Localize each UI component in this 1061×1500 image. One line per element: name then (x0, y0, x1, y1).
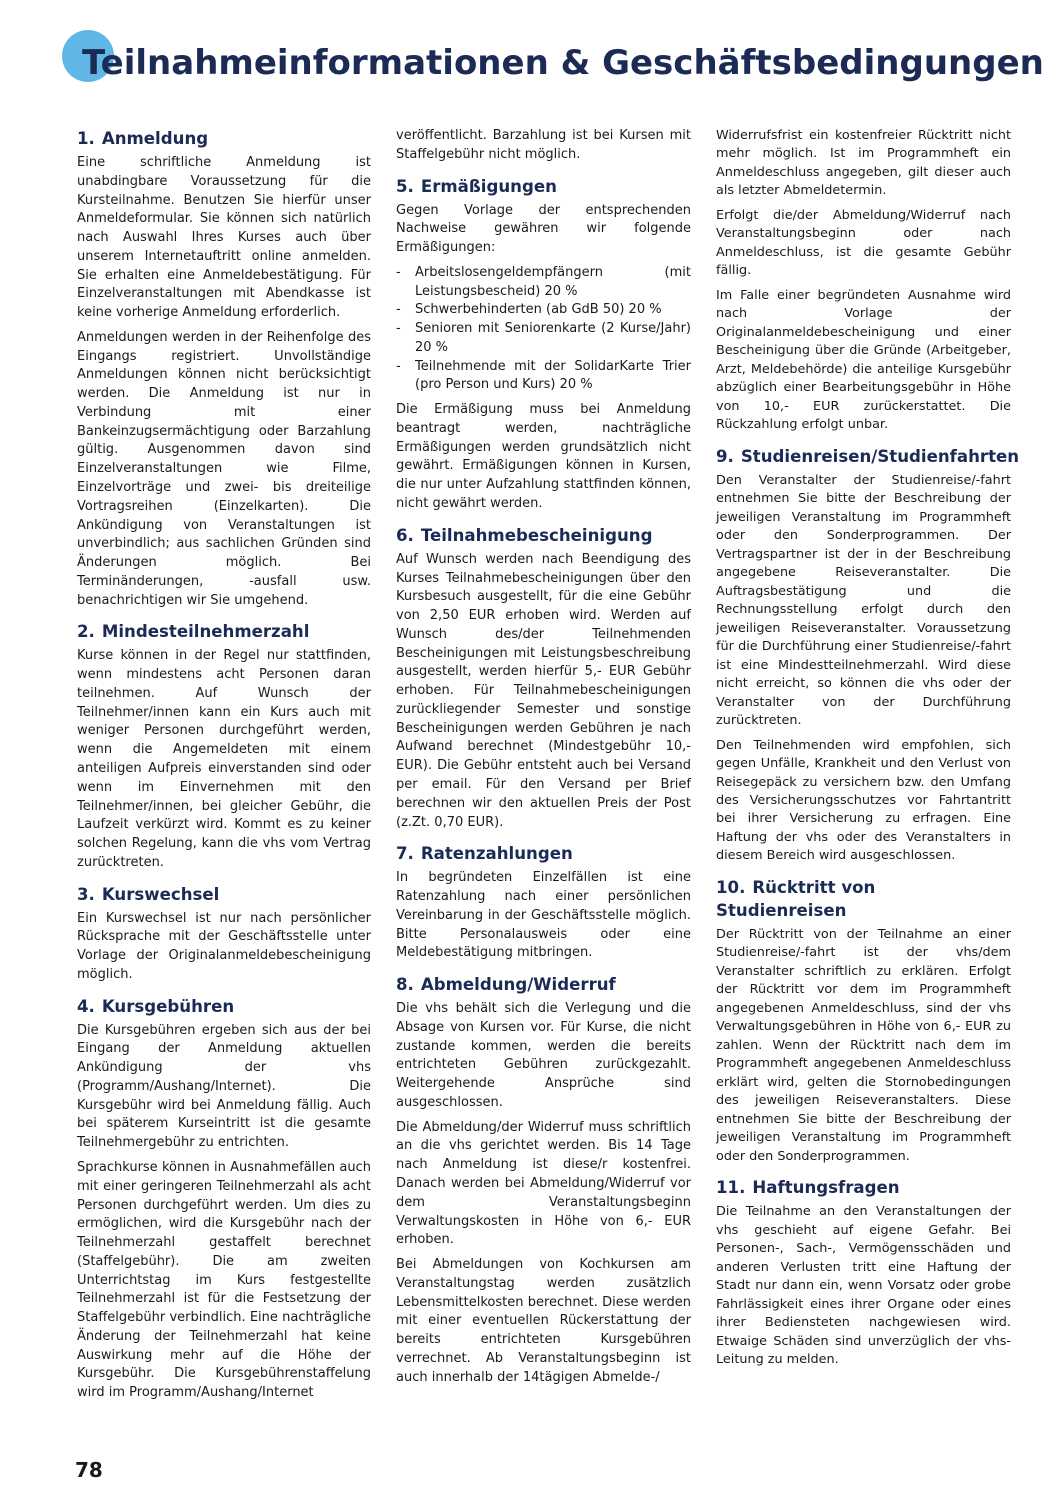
paragraph: Bei Abmeldungen von Kochkursen am Veranstaltungstag werden zusätzlich Lebensmittelkosten berechnet. Diese werden mit einer eventuellen Rückerstattung der bereits entrichteten Kursgebühren verrechnet. Ab Veranstaltungsbeginn ist auch innerhalb der 14tägigen Abmelde-/ (396, 1257, 691, 1385)
paragraph: In begründeten Einzelfällen ist eine Ratenzahlung nach einer persönlichen Vereinbarung in der Geschäftsstelle möglich. Bitte Personalausweis oder eine Meldebestätigung mitbringen. (396, 870, 691, 961)
section (716, 876, 1011, 1166)
section (77, 620, 371, 872)
section (396, 842, 691, 963)
list-item-text: Schwerbehinderten (ab GdB 50) 20 % (415, 302, 662, 318)
section-heading (77, 127, 371, 150)
paragraph: Widerrufsfrist ein kostenfreier Rücktritt nicht mehr möglich. Ist im Programmheft ein Anmeldeschluss angegeben, gilt dieser auch als letzter Abmeldetermin. (716, 128, 1011, 199)
list-item (396, 320, 691, 358)
paragraph: Auf Wunsch werden nach Beendigung des Kurses Teilnahmebescheinigungen über den Kursbesuch ausgestellt, für die eine Gebühr von 2,50 EUR erhoben wird. Werden auf Wunsch des/der Teilnehmenden Bescheinigungen mit Leistungsbeschreibung ausgestellt, werden hierfür 5,- EUR Gebühr erhoben. Für Teilnahmebescheinigungen zurückliegender Semester und sonstige Bescheinigungen werden Gebühren je nach Aufwand berechnet (Mindestgebühr 10,- EUR). Die Gebühr entsteht auch bei Versand per email. Für den Versand per Brief berechnen wir den aktuellen Preis der Post (z.Zt. 0,70 EUR). (396, 551, 691, 830)
section-number: 3. (77, 884, 95, 904)
section (77, 883, 371, 985)
paragraph: veröffentlicht. Barzahlung ist bei Kursen mit Staffelgebühr nicht möglich. (396, 128, 691, 162)
text-column-1 (77, 127, 371, 1413)
page-title: Teilnahmeinformationen & Geschäftsbedingungen (82, 43, 1044, 83)
section-heading (77, 995, 371, 1018)
section (716, 1176, 1011, 1369)
paragraph: Im Falle einer begründeten Ausnahme wird nach Vorlage der Originalanmeldebescheinigung und einer Bescheinigung über die Gründe (Arbeitgeber, Arzt, Meldebehörde) die anteilige Kursgebühr abzüglich einer Bearbeitungsgebühr in Höhe von 10,- EUR zurückerstattet. Die Rückzahlung erfolgt unbar. (716, 287, 1011, 433)
section-title: Kurswechsel (101, 884, 220, 904)
section-number: 5. (396, 176, 414, 196)
section-number: 10. (716, 877, 746, 897)
section-heading (716, 1176, 1011, 1199)
paragraph: Eine schriftliche Anmeldung ist unabdingbare Voraussetzung für die Kursteilnahme. Benutzen Sie hierfür unser Anmeldeformular. Sie können sich natürlich nach Auswahl Ihres Kurses auch über unserem Internetauftritt online anmelden. Sie erhalten eine Anmeldebestätigung. Für Einzelveranstaltungen mit Abendkasse ist keine vorherige Anmeldung erforderlich. (77, 155, 371, 321)
paragraph: Den Veranstalter der Studienreise/-fahrt entnehmen Sie bitte der Beschreibung der jeweiligen Veranstaltung im Programmheft oder den Sonderprogrammen. Der Vertragspartner ist der in der Beschreibung angegebene Reiseveranstalter. Die Auftragsbestätigung und die Rechnungsstellung erfolgt durch den jeweiligen Reiseveranstalter. Voraussetzung für die Durchführung einer Studienreise/-fahrt ist eine Mindestteilnehmerzahl. Wird diese nicht erreicht, so können die vhs oder der Veranstalter von der Durchführung zurücktreten. (716, 472, 1011, 729)
list-item-text: Teilnehmende mit der SolidarKarte Trier (pro Person und Kurs) 20 % (415, 358, 691, 393)
section-title: Mindesteilnehmerzahl (101, 622, 310, 642)
paragraph: Den Teilnehmenden wird empfohlen, sich gegen Unfälle, Krankheit und den Verlust von Reisegepäck zu versichern bzw. den Umfang des Versicherungsschutzes vor Fahrtantritt bei ihrer Versicherung zu erfragen. Eine Haftung der vhs oder des Veranstalters in diesem Bereich wird ausgeschlossen. (716, 737, 1011, 864)
section-title: Ratenzahlungen (420, 844, 573, 864)
list-item-text: Arbeitslosengeldempfängern (mit Leistungsbescheid) 20 % (415, 264, 691, 299)
section-heading (77, 883, 371, 906)
section (396, 524, 691, 832)
section-title: Abmeldung/Widerruf (420, 975, 616, 995)
paragraph: Gegen Vorlage der entsprechenden Nachweise gewähren wir folgende Ermäßigungen: (396, 202, 691, 256)
section-number: 1. (77, 129, 95, 148)
section-title: Anmeldung (101, 129, 209, 148)
paragraph: Die Ermäßigung muss bei Anmeldung beantragt werden, nachträgliche Ermäßigungen werden grundsätzlich nicht gewährt. Ermäßigungen können in Kursen, die nur unter Aufzahlung stattfinden können, nicht gewährt werden. (396, 402, 691, 512)
section-title: Kursgebühren (101, 996, 235, 1016)
section (396, 175, 691, 514)
text-column-2 (396, 127, 691, 1397)
section-title: Rücktritt von Studienreisen (716, 877, 876, 920)
section-number: 9. (716, 446, 734, 466)
dash-bullet-icon: - (396, 264, 401, 280)
list-item (396, 264, 691, 302)
discount-list (396, 264, 691, 395)
paragraph: Der Rücktritt von der Teilnahme an einer Studienreise/-fahrt ist der vhs/dem Veranstalter schriftlich zu erklären. Erfolgt der Rücktritt vor dem im Programmheft angegebenen Anmeldeschluss, sind der vhs Verwaltungsgebühren in Höhe von 6,- EUR zu zahlen. Wenn der Rücktritt nach dem im Programmheft angegebenen Anmeldeschluss erklärt wird, gelten die Stornobedingungen des jeweiligen Reiseveranstalters. Diese entnehmen Sie bitte der Beschreibung der jeweiligen Veranstaltung im Programmheft oder den Sonderprogrammen. (716, 926, 1011, 1164)
section-title: Haftungsfragen (752, 1178, 900, 1198)
paragraph: Anmeldungen werden in der Reihenfolge des Eingangs registriert. Unvollständige Anmeldungen können nicht berücksichtigt werden. Die Anmeldung ist nur in Verbindung mit einer Bankeinzugsermächtigung oder Barzahlung gültig. Ausgenommen davon sind Einzelveranstaltungen wie Filme, Einzelvorträge und zwei- bis dreiteilige Vortragsreihen (Einzelkarten). Die Ankündigung von Veranstaltungen ist unverbindlich; aus sachlichen Gründen sind Änderungen möglich. Bei Terminänderungen, -ausfall usw. benachrichtigen wir Sie umgehend. (77, 329, 371, 608)
section-number: 11. (716, 1178, 746, 1198)
section-number: 6. (396, 525, 414, 545)
section-heading (396, 524, 691, 547)
section (77, 995, 371, 1403)
section-number: 8. (396, 975, 414, 995)
section-heading (396, 973, 691, 996)
dash-bullet-icon: - (396, 302, 401, 318)
dash-bullet-icon: - (396, 321, 401, 337)
section-heading (716, 876, 1011, 922)
list-item-text: Senioren mit Seniorenkarte (2 Kurse/Jahr) 20 % (415, 321, 691, 355)
section-title: Teilnahmebescheinigung (420, 525, 653, 545)
dash-bullet-icon: - (396, 358, 401, 374)
paragraph: Erfolgt die/der Abmeldung/Widerruf nach Veranstaltungsbeginn oder nach Anmeldeschluss, ist die gesamte Gebühr fällig. (716, 207, 1011, 279)
section (716, 445, 1020, 866)
paragraph: Kurse können in der Regel nur stattfinden, wenn mindestens acht Personen daran teilnehmen. Auf Wunsch der Teilnehmer/innen kann ein Kurs auch mit weniger Personen durchgeführt werden, wenn die Angemeldeten mit einem anteiligen Aufpreis einverstanden sind oder wenn im Einvernehmen mit den Teilnehmer/innen, bei gleicher Gebühr, die Laufzeit verkürzt wird. Kommt es zu keiner solchen Regelung, kann die vhs vom Vertrag zurücktreten. (77, 648, 371, 870)
text-column-3 (716, 127, 1020, 1380)
section-title: Studienreisen/Studienfahrten (740, 446, 1020, 466)
page-number: 78 (75, 1458, 103, 1482)
section (396, 127, 691, 165)
paragraph: Sprachkurse können in Ausnahmefällen auch mit einer geringeren Teilnehmerzahl als acht Personen durchgeführt werden. Um dies zu ermöglichen, wird die Kursgebühr nach der Teilnehmerzahl gestaffelt berechnet (Staffelgebühr). Die am zweiten Unterrichtstag im Kurs festgestellte Teilnehmerzahl ist für die Festsetzung der Staffelgebühr verbindlich. Eine nachträgliche Änderung der Teilnehmerzahl hat keine Auswirkung mehr auf die Höhe der Kursgebühr. Die Kursgebührenstaffelung wird im Programm/Aushang/Internet (77, 1159, 371, 1401)
section-number: 2. (77, 622, 95, 642)
section (396, 973, 691, 1387)
section (77, 127, 371, 610)
paragraph: Die vhs behält sich die Verlegung und die Absage von Kursen vor. Für Kurse, die nicht zustande kommen, werden die bereits entrichteten Gebühren zurückgezahlt. Weitergehende Ansprüche sind ausgeschlossen. (396, 1001, 691, 1110)
list-item (396, 358, 691, 396)
paragraph: Ein Kurswechsel ist nur nach persönlicher Rücksprache mit der Geschäftsstelle unter Vorlage der Originalanmeldebescheinigung möglich. (77, 910, 371, 982)
section (716, 127, 1011, 435)
list-item (396, 301, 691, 320)
section-heading (77, 620, 371, 643)
section-heading (396, 175, 691, 198)
section-heading (716, 445, 1020, 468)
paragraph: Die Abmeldung/der Widerruf muss schriftlich an die vhs gerichtet werden. Bis 14 Tage nach Anmeldung ist diese/r kostenfrei. Danach werden bei Abmeldung/Widerruf vor dem Veranstaltungsbeginn Verwaltungskosten in Höhe von 6,- EUR erhoben. (396, 1119, 691, 1248)
section-number: 4. (77, 996, 95, 1016)
section-heading (396, 842, 691, 865)
paragraph: Die Teilnahme an den Veranstaltungen der vhs geschieht auf eigene Gefahr. Bei Personen-, Sach-, Vermögensschäden und anderen Verlusten tritt eine Haftung der Stadt nur dann ein, wenn Vorsatz oder grobe Fahrlässigkeit eines ihrer Organe oder eines ihrer Bediensteten nachgewiesen wird. Etwaige Schäden sind unverzüglich der vhs-Leitung zu melden. (716, 1204, 1011, 1368)
section-number: 7. (396, 844, 414, 864)
paragraph: Die Kursgebühren ergeben sich aus der bei Eingang der Anmeldung aktuellen Ankündigung der vhs (Programm/Aushang/Internet). Die Kursgebühr wird bei Anmeldung fällig. Auch bei späterem Kurseintritt ist die gesamte Teilnehmergebühr zu entrichten. (77, 1022, 371, 1151)
section-title: Ermäßigungen (420, 176, 557, 196)
